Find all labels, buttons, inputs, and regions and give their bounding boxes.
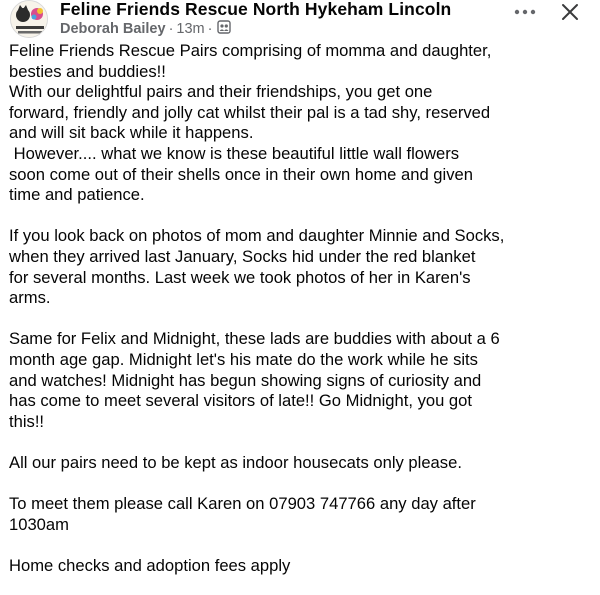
- friends-audience-icon[interactable]: [217, 20, 231, 38]
- post-timestamp[interactable]: 13m: [176, 21, 205, 37]
- post-paragraph: If you look back on photos of mom and daughter Minnie and Socks, when they arrived last January, Socks hid under the red blanket for several months. Last week we took photos of her in Karen's arms.: [9, 226, 505, 308]
- post-meta: [60, 20, 231, 38]
- post-paragraph: Same for Felix and Midnight, these lads are buddies with about a 6 month age gap. Midnight let's his mate do the work while he sits and watches! Midnight has begun showing signs of curiosity and has come to meet several visitors of late!! Go Midnight, you got this!!: [9, 329, 500, 431]
- meta-separator: ·: [168, 21, 174, 37]
- post-paragraph: Feline Friends Rescue Pairs comprising of momma and daughter, besties and buddies!! With our delightful pairs and their friendships, you get one forward, friendly and jolly cat whilst their pal is a tad shy, reserved and will sit back while it happens. However.... what we know is these beautiful little wall flowers soon come out of their shells once in their own home and given time and patience.: [9, 41, 492, 205]
- post-paragraph: All our pairs need to be kept as indoor housecats only please.: [9, 452, 462, 472]
- post-text: [9, 41, 594, 576]
- page-logo-icon: [11, 1, 48, 38]
- meta-separator: ·: [207, 21, 213, 37]
- close-icon: [561, 3, 579, 21]
- more-horizontal-icon: [514, 9, 536, 15]
- post-paragraph: To meet them please call Karen on 07903 747766 any day after 1030am: [9, 494, 476, 534]
- more-options-button[interactable]: [510, 0, 540, 24]
- post-header: [0, 0, 600, 40]
- close-button[interactable]: [556, 0, 584, 24]
- page-name-link[interactable]: Feline Friends Rescue North Hykeham Lincoln: [60, 0, 452, 19]
- post-paragraph: Home checks and adoption fees apply: [9, 555, 291, 575]
- author-name[interactable]: Deborah Bailey: [60, 21, 166, 37]
- page-avatar[interactable]: [10, 0, 48, 38]
